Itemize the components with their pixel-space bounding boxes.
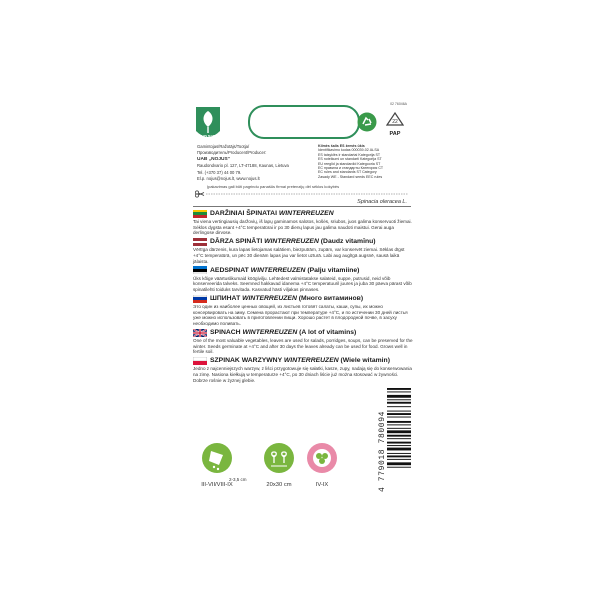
barcode-bar <box>387 459 411 460</box>
barcode-bar <box>387 399 411 400</box>
barcode-bar <box>387 424 411 425</box>
barcode-bar <box>387 402 411 404</box>
barcode-bar <box>387 442 411 444</box>
barcode-bar <box>387 406 411 407</box>
section-body: Это один из наиболее ценных овощей, из листьев готовят салаты, каши, супы, их можно консервировать на зиму. Семена прорастают при температуре +4°C, и по истечении 30 дней листья уже можно использовать в приготовлении пищи. Хорошо растет в плодородной почве, в засуху необходимо поливать. <box>193 304 408 326</box>
nojus-logo <box>193 105 223 143</box>
barcode-bar <box>387 455 411 457</box>
barcode-bar <box>387 421 411 423</box>
section-et <box>193 266 413 293</box>
section-title: AEDSPINAT WINTERREUZEN (Palju vitamiine) <box>210 266 360 274</box>
cert-line: Identifikavimo kodas 000039-02.IA-SA <box>318 148 380 153</box>
pl-flag-icon <box>193 357 207 365</box>
logo-text: NOJUS <box>200 134 216 139</box>
barcode-bar <box>387 453 411 454</box>
harvest-icon <box>307 443 337 473</box>
section-lt <box>193 209 413 236</box>
section-title: DARŽINIAI ŠPINATAI WINTERREUZEN <box>210 210 334 217</box>
spacing-icon <box>264 443 294 473</box>
section-body: Tai viena vertingiausių daržovių, iš lapų gaminamos salotos, košės, sriubos, juos galima konservuoti žiemai. Sėklos dygsta esant +4°C temperatūrai ir po 30 dienų lapus jau galima naudoti maistui. Gerai auga derlingose dirvose. <box>193 219 412 236</box>
section-body: Vērtīga dārzenis, kura lapas lietojamas salātiem, biezputrām, zupām, var konservēt ziemai. Sēklas dīgst +4°C temperatūrā, un pēc 30 dienām lapas jau var lietot uzturā. Labi aug auglīgā augsnē, sausā laikā jālaista. <box>193 247 405 264</box>
recycle-icon <box>357 112 377 132</box>
producer-company: UAB „NOJUS“ <box>197 156 231 162</box>
ru-flag-icon <box>193 295 207 303</box>
seed-packet-back <box>191 100 415 494</box>
pap-code: PAP <box>389 131 401 137</box>
lt-flag-icon <box>193 210 207 218</box>
cert-line: ЕС правила и стандарты Категория СТ <box>318 166 384 171</box>
cut-note: Įpakavimas gali būti pagrindu panašūs firmai pretenzijų dėl sėklos kokybės <box>207 184 340 189</box>
plant-spacing: 20x30 cm <box>266 482 292 488</box>
scissors-icon <box>195 191 204 197</box>
producer-info <box>197 144 317 182</box>
product-code: 02 76046A <box>390 102 407 106</box>
section-lv <box>193 237 413 264</box>
barcode-bar <box>387 448 411 451</box>
section-en <box>193 328 413 355</box>
separator <box>193 206 411 207</box>
producer-label: Gamintojas/Ražotājs/Tootja/Производитель/Producent/Producer: <box>197 144 267 156</box>
section-body: One of the most valuable vegetables, leaves are used for salads, porridges, soups, can be preserved for the winter. Seeds germinate at +4°C and after 30 days the leaves already can be used for food. Grows well in fertile soil. <box>193 338 413 355</box>
sowing-depth: 2-3,5 cm <box>229 477 247 482</box>
uk-flag-icon <box>193 329 207 337</box>
section-body: Jedno z najcenniejszych warzyw, z liści przygotowuje się sałatki, kasze, zupy, nadają się do konserwowania na zimę. Nasiona kiełkują w temperaturze +4°C, po 30 dniach liście już można stosować w żywności. Dobrze rośnie w żyznej glebie. <box>193 366 412 383</box>
barcode-bar <box>387 435 411 437</box>
section-title: ШПИНАТ WINTERREUZEN (Много витаминов) <box>210 295 364 303</box>
recycle-triangle-icon <box>386 112 404 126</box>
latin-name: Spinacia oleracea L. <box>357 199 407 205</box>
producer-phone: Tel. (+370 37) 44 00 79. <box>197 169 242 175</box>
cut-line <box>194 190 408 198</box>
barcode-bar <box>387 388 411 390</box>
cert-line: ES noteikumi un standarti Kategorija ST <box>318 157 382 162</box>
section-title: SPINACH WINTERREUZEN (A lot of vitamins) <box>210 329 357 337</box>
cert-line: EU reeglid ja standardid Kategooria ST <box>318 161 381 166</box>
section-body: Üks kõige väärtuslikumaid köögivilju. Lehtedest valmistatakse salateid, suppe, putrusid, neid võib konserveerida talveks. Seemned hakkavad idanema +4°C temperatuuril juures ja juba 30 päeva pärast võib spinatilehti toiduks tarvitada. Kasvatud hästi viljakas pinnases. <box>193 275 412 292</box>
cert-head: Kilmės šalis ES žemės ūkis <box>318 144 365 148</box>
barcode-bar <box>387 438 411 439</box>
producer-email: El.p. nojus@nojus.lt, www.nojus.lt <box>197 176 260 182</box>
barcode-number: 4 779018 780094 <box>378 410 387 492</box>
growing-icons <box>195 443 345 493</box>
hang-slot <box>248 105 360 139</box>
language-sections <box>193 209 413 385</box>
certification-info <box>318 144 413 179</box>
harvest-period: IV-IX <box>315 482 329 488</box>
barcode <box>387 388 411 492</box>
barcode-bar <box>387 462 411 465</box>
lv-flag-icon <box>193 238 207 246</box>
cert-line: Zasady WE - Standard seeds EEC rules <box>318 174 383 179</box>
section-title: SZPINAK WARZYWNY WINTERREUZEN (Wiele witamin) <box>210 357 390 365</box>
section-pl <box>193 356 413 383</box>
barcode-bar <box>387 395 411 398</box>
barcode-bar <box>387 411 411 412</box>
cert-line: EC rules and standards ST Category <box>318 170 377 175</box>
sowing-icon <box>202 443 232 473</box>
producer-address: Raudondvario pl. 127, LT-47188, Kaunas, Lietuva <box>197 163 289 169</box>
barcode-bar <box>387 467 411 468</box>
ee-flag-icon <box>193 266 207 274</box>
barcode-bar <box>387 445 411 446</box>
sowing-period: III-VII/VIII-IX <box>201 482 233 488</box>
cert-line: ES taisyklės ir standartai Kategorija ST <box>318 152 381 157</box>
barcode-bar <box>387 430 411 433</box>
pap-number: 22 <box>392 119 398 125</box>
barcode-bar <box>387 417 411 418</box>
barcode-bar <box>387 428 411 429</box>
barcode-bar <box>387 413 411 415</box>
section-ru <box>193 294 413 326</box>
section-title: DĀRZA SPINĀTI WINTERREUZEN (Daudz vitamīnu) <box>210 238 376 246</box>
barcode-bar <box>387 391 411 392</box>
pap-mark <box>383 112 407 137</box>
